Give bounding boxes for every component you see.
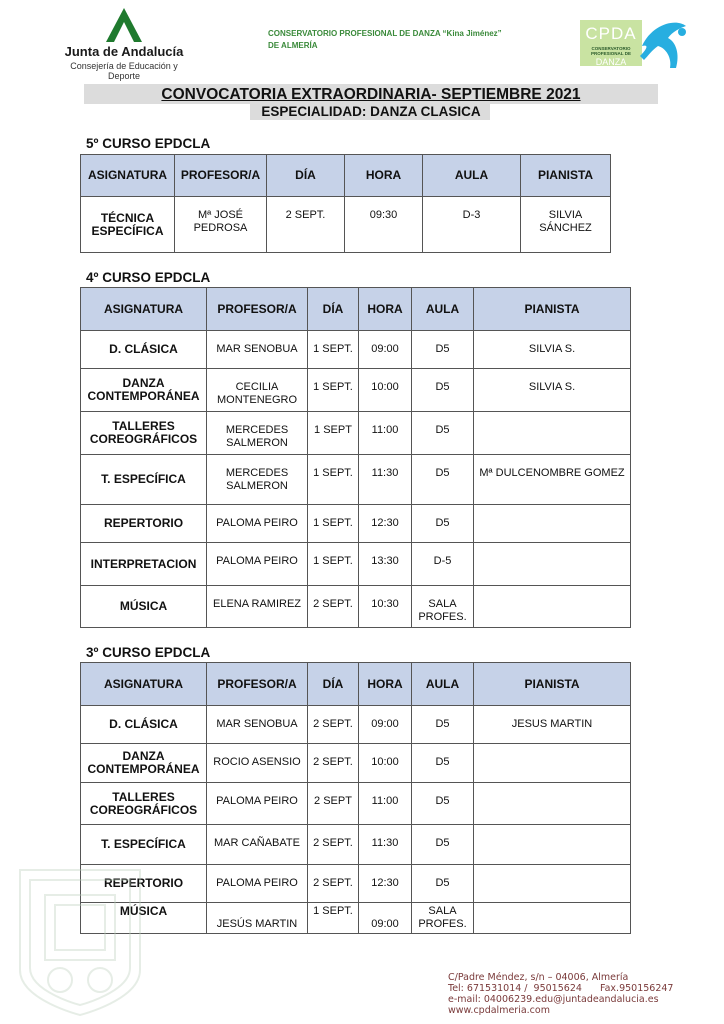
conservatory-name: [268, 28, 502, 52]
cell-dia: 2 SEPT.: [308, 586, 359, 628]
table-row: [81, 455, 631, 505]
cell-pianista: [474, 412, 631, 455]
cell-pianista: Mª DULCENOMBRE GOMEZ: [474, 455, 631, 505]
cell-asignatura: T. ESPECÍFICA: [81, 825, 207, 865]
schedule-table-4: [80, 287, 631, 628]
cell-pianista: [474, 903, 631, 934]
header-asignatura: ASIGNATURA: [81, 663, 207, 706]
cell-asignatura: TALLERES COREOGRÁFICOS: [81, 783, 207, 825]
schedule-table-5: [80, 154, 611, 253]
cell-hora: 09:00: [359, 331, 412, 369]
cell-asignatura: D. CLÁSICA: [81, 331, 207, 369]
cell-aula: D5: [412, 412, 474, 455]
cell-hora: 11:00: [359, 412, 412, 455]
conservatory-name-line1: CONSERVATORIO PROFESIONAL DE DANZA “Kina Jiménez”: [268, 29, 502, 38]
cell-dia: 1 SEPT.: [308, 543, 359, 586]
table-row: [81, 744, 631, 783]
cpda-logo-sub: CONSERVATORIO PROFESIONAL DE: [591, 46, 631, 56]
table-header-row: [81, 288, 631, 331]
cell-hora: 09:00: [359, 706, 412, 744]
cell-dia: 1 SEPT.: [308, 505, 359, 543]
cell-pianista: SILVIA S.: [474, 369, 631, 412]
cell-profesor: ROCIO ASENSIO: [207, 744, 308, 783]
cell-aula: D5: [412, 783, 474, 825]
header-asignatura: ASIGNATURA: [81, 288, 207, 331]
header-hora: HORA: [345, 155, 423, 197]
cell-profesor: MERCEDES SALMERON: [207, 455, 308, 505]
cell-aula: D5: [412, 455, 474, 505]
cell-asignatura: DANZA CONTEMPORÁNEA: [81, 744, 207, 783]
cell-hora: 11:30: [359, 455, 412, 505]
cpda-logo: [580, 16, 692, 72]
cell-aula: D5: [412, 865, 474, 903]
cell-profesor: PALOMA PEIRO: [207, 543, 308, 586]
cell-dia: 1 SEPT: [308, 412, 359, 455]
cell-profesor: PALOMA PEIRO: [207, 865, 308, 903]
table-row: [81, 197, 611, 253]
section-title-4: 4º CURSO EPDCLA: [86, 270, 211, 285]
cell-dia: 1 SEPT.: [308, 331, 359, 369]
cell-asignatura: REPERTORIO: [81, 505, 207, 543]
header-pianista: PIANISTA: [521, 155, 611, 197]
cell-pianista: [474, 543, 631, 586]
cell-aula: D5: [412, 331, 474, 369]
footer-contact: [448, 972, 673, 1016]
table-row: [81, 865, 631, 903]
cell-dia: 2 SEPT.: [308, 744, 359, 783]
junta-emblem-icon: [104, 8, 144, 44]
cell-pianista: [474, 825, 631, 865]
junta-subtitle: Consejería de Educación y Deporte: [70, 61, 178, 81]
cell-dia: 2 SEPT.: [308, 706, 359, 744]
cell-profesor: ELENA RAMIREZ: [207, 586, 308, 628]
cell-pianista: SILVIA S.: [474, 331, 631, 369]
junta-name: Junta de Andalucía: [64, 44, 184, 59]
table-row: [81, 706, 631, 744]
cell-pianista: [474, 505, 631, 543]
header-profesor: PROFESOR/A: [207, 288, 308, 331]
cell-aula: SALA PROFES.: [412, 586, 474, 628]
cell-hora: 10:00: [359, 369, 412, 412]
cell-asignatura: DANZA CONTEMPORÁNEA: [81, 369, 207, 412]
footer-phones: Tel: 671531014 / 95015624 Fax.950156247: [448, 983, 674, 994]
table-row: [81, 586, 631, 628]
cell-dia: 2 SEPT: [308, 783, 359, 825]
header-asignatura: ASIGNATURA: [81, 155, 175, 197]
cell-profesor: Mª JOSÉ PEDROSA: [175, 197, 267, 253]
table-row: [81, 783, 631, 825]
conservatory-name-line2: DE ALMERÍA: [268, 41, 318, 50]
header-dia: DÍA: [308, 663, 359, 706]
cell-profesor: MAR SENOBUA: [207, 331, 308, 369]
header-hora: HORA: [359, 663, 412, 706]
header-profesor: PROFESOR/A: [175, 155, 267, 197]
table-header-row: [81, 663, 631, 706]
header-aula: AULA: [412, 288, 474, 331]
table-row: [81, 505, 631, 543]
cell-hora: 09:30: [345, 197, 423, 253]
table-row: [81, 903, 631, 934]
cell-asignatura: TÉCNICA ESPECÍFICA: [81, 197, 175, 253]
table-row: [81, 412, 631, 455]
cell-asignatura: D. CLÁSICA: [81, 706, 207, 744]
cell-aula: D5: [412, 825, 474, 865]
cell-dia: 2 SEPT.: [308, 865, 359, 903]
schedule-table-3: [80, 662, 631, 934]
cell-hora: 12:30: [359, 505, 412, 543]
section-title-5: 5º CURSO EPDCLA: [86, 136, 211, 151]
header-dia: DÍA: [308, 288, 359, 331]
cell-asignatura: INTERPRETACION: [81, 543, 207, 586]
cell-pianista: [474, 783, 631, 825]
cell-hora: 11:30: [359, 825, 412, 865]
cell-pianista: JESUS MARTIN: [474, 706, 631, 744]
cell-hora: 10:30: [359, 586, 412, 628]
table-row: [81, 543, 631, 586]
cell-asignatura: TALLERES COREOGRÁFICOS: [81, 412, 207, 455]
header-pianista: PIANISTA: [474, 288, 631, 331]
cell-asignatura: MÚSICA: [81, 903, 207, 934]
cell-pianista: [474, 744, 631, 783]
cell-aula: D5: [412, 505, 474, 543]
junta-logo: [54, 8, 194, 81]
cell-pianista: SILVIA SÁNCHEZ: [521, 197, 611, 253]
cell-dia: 1 SEPT.: [308, 455, 359, 505]
cell-aula: D5: [412, 706, 474, 744]
cpda-logo-title: CPDA: [585, 24, 637, 43]
cell-hora: 13:30: [359, 543, 412, 586]
cell-dia: 2 SEPT.: [267, 197, 345, 253]
cell-profesor: PALOMA PEIRO: [207, 505, 308, 543]
cell-profesor: JESÚS MARTIN: [207, 903, 308, 934]
cell-asignatura: REPERTORIO: [81, 865, 207, 903]
cell-profesor: MAR SENOBUA: [207, 706, 308, 744]
cell-hora: 12:30: [359, 865, 412, 903]
cell-pianista: [474, 586, 631, 628]
cell-profesor: MAR CAÑABATE: [207, 825, 308, 865]
cell-dia: 1 SEPT.: [308, 903, 359, 934]
cell-dia: 2 SEPT.: [308, 825, 359, 865]
page-subtitle: ESPECIALIDAD: DANZA CLASICA: [261, 104, 481, 119]
header-pianista: PIANISTA: [474, 663, 631, 706]
table-header-row: [81, 155, 611, 197]
cpda-logo-box: [580, 20, 642, 66]
table-row: [81, 825, 631, 865]
cell-hora: 11:00: [359, 783, 412, 825]
cell-aula: D-5: [412, 543, 474, 586]
cell-hora: 10:00: [359, 744, 412, 783]
cell-pianista: [474, 865, 631, 903]
header-aula: AULA: [423, 155, 521, 197]
cell-aula: SALA PROFES.: [412, 903, 474, 934]
cell-aula: D-3: [423, 197, 521, 253]
cell-profesor: PALOMA PEIRO: [207, 783, 308, 825]
header-profesor: PROFESOR/A: [207, 663, 308, 706]
footer-web[interactable]: www.cpdalmeria.com: [448, 1005, 550, 1016]
footer-address: C/Padre Méndez, s/n – 04006, Almería: [448, 972, 629, 983]
junta-watermark-icon: [0, 850, 160, 1020]
cell-dia: 1 SEPT.: [308, 369, 359, 412]
footer-email[interactable]: e-mail: 04006239.edu@juntadeandalucia.es: [448, 994, 659, 1005]
cell-profesor: MERCEDES SALMERON: [207, 412, 308, 455]
dancer-icon: [636, 16, 692, 72]
cell-profesor: CECILIA MONTENEGRO: [207, 369, 308, 412]
section-title-3: 3º CURSO EPDCLA: [86, 645, 211, 660]
cpda-logo-danza: DANZA: [595, 57, 627, 67]
table-row: [81, 331, 631, 369]
header-aula: AULA: [412, 663, 474, 706]
cell-asignatura: T. ESPECÍFICA: [81, 455, 207, 505]
cell-asignatura: MÚSICA: [81, 586, 207, 628]
header-hora: HORA: [359, 288, 412, 331]
page-title: CONVOCATORIA EXTRAORDINARIA- SEPTIEMBRE 2021: [161, 86, 581, 103]
cell-hora: 09:00: [359, 903, 412, 934]
cell-aula: D5: [412, 744, 474, 783]
header-dia: DÍA: [267, 155, 345, 197]
cell-aula: D5: [412, 369, 474, 412]
table-row: [81, 369, 631, 412]
